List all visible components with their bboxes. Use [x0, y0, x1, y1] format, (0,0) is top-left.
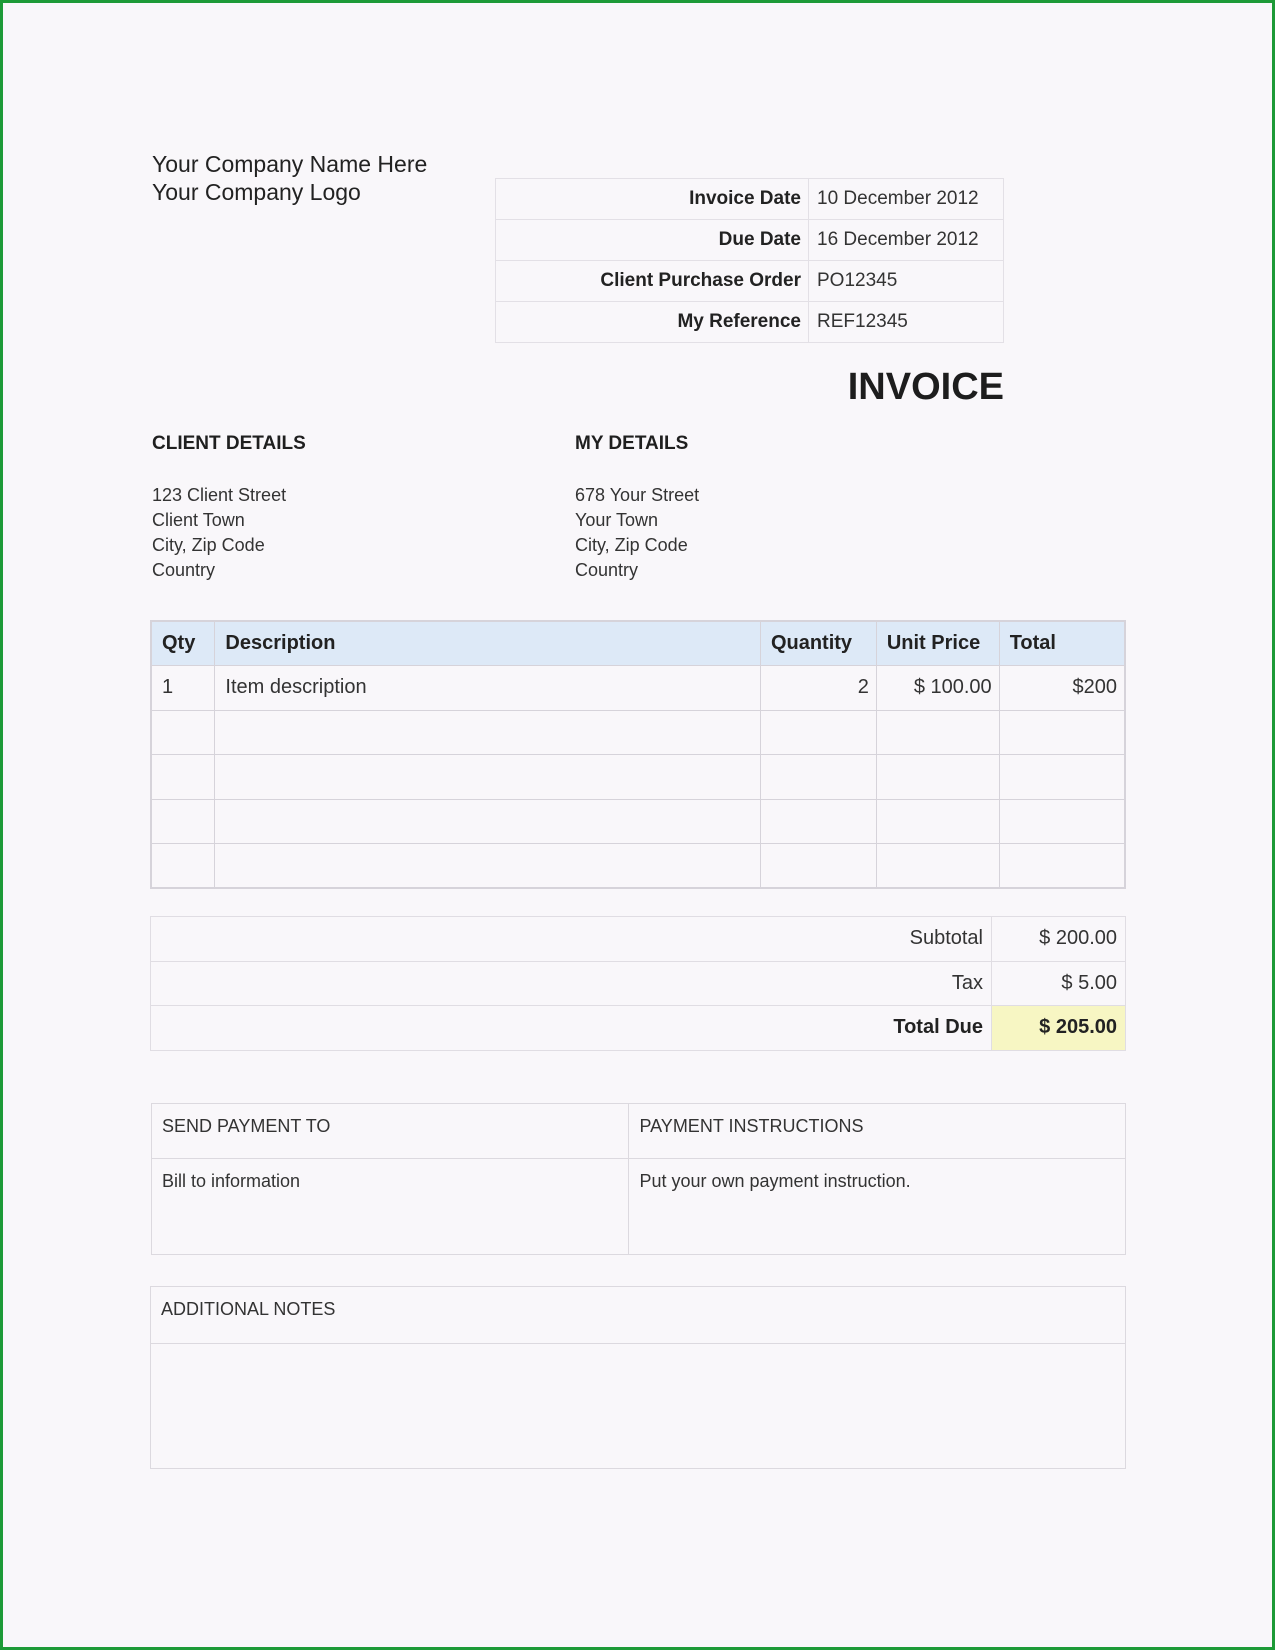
payment-instructions-text: Put your own payment instruction.	[629, 1159, 1126, 1255]
client-address-line: 123 Client Street	[152, 485, 287, 505]
cell-total	[999, 799, 1125, 844]
cell-quantity: 2	[760, 666, 876, 711]
meta-label: My Reference	[496, 302, 809, 343]
send-payment-text: Bill to information	[152, 1159, 629, 1255]
meta-label: Invoice Date	[496, 179, 809, 220]
table-row	[151, 844, 1125, 889]
cell-quantity	[760, 799, 876, 844]
meta-value: 10 December 2012	[809, 179, 1004, 220]
subtotal-row	[151, 917, 1126, 962]
cell-qty	[151, 710, 215, 755]
client-details	[152, 433, 306, 583]
cell-total	[999, 710, 1125, 755]
meta-value: PO12345	[809, 261, 1004, 302]
tax-label: Tax	[151, 961, 992, 1006]
column-header-description: Description	[215, 621, 761, 666]
subtotal-label: Subtotal	[151, 917, 992, 962]
cell-quantity	[760, 710, 876, 755]
payment-table	[151, 1103, 1126, 1255]
cell-qty	[151, 799, 215, 844]
cell-description	[215, 755, 761, 800]
cell-quantity	[760, 755, 876, 800]
column-header-total: Total	[999, 621, 1125, 666]
table-row	[151, 799, 1125, 844]
table-row	[151, 755, 1125, 800]
invoice-title: INVOICE	[847, 366, 1004, 408]
client-address-line: Country	[152, 560, 216, 580]
meta-value: 16 December 2012	[809, 220, 1004, 261]
my-address-line: City, Zip Code	[575, 535, 688, 555]
cell-unit-price	[876, 844, 999, 889]
company-name: Your Company Name Here	[152, 151, 428, 177]
total-due-value: $ 205.00	[992, 1006, 1126, 1051]
cell-unit-price	[876, 710, 999, 755]
column-header-qty: Qty	[151, 621, 215, 666]
cell-qty	[151, 755, 215, 800]
meta-value: REF12345	[809, 302, 1004, 343]
cell-total	[999, 755, 1125, 800]
client-address-line: Client Town	[152, 510, 245, 530]
company-logo: Your Company Logo	[152, 179, 361, 205]
total-due-row	[151, 1006, 1126, 1051]
payment-instructions-heading: PAYMENT INSTRUCTIONS	[629, 1104, 1126, 1159]
cell-description	[215, 799, 761, 844]
table-header-row	[151, 621, 1125, 666]
client-address-line: City, Zip Code	[152, 535, 265, 555]
my-address-line: Country	[575, 560, 639, 580]
payment-body-row	[152, 1159, 1126, 1255]
cell-description	[215, 710, 761, 755]
cell-description	[215, 844, 761, 889]
cell-qty	[151, 844, 215, 889]
my-address-line: Your Town	[575, 510, 659, 530]
client-details-heading: CLIENT DETAILS	[152, 433, 306, 454]
meta-label: Client Purchase Order	[496, 261, 809, 302]
tax-value: $ 5.00	[992, 961, 1126, 1006]
meta-row	[496, 220, 1004, 261]
subtotal-value: $ 200.00	[992, 917, 1126, 962]
additional-notes	[150, 1286, 1126, 1469]
column-header-quantity: Quantity	[760, 621, 876, 666]
meta-row	[496, 302, 1004, 343]
payment-header-row	[152, 1104, 1126, 1159]
tax-row	[151, 961, 1126, 1006]
cell-unit-price	[876, 755, 999, 800]
cell-total	[999, 844, 1125, 889]
column-header-unit-price: Unit Price	[876, 621, 999, 666]
my-details-heading: MY DETAILS	[575, 433, 689, 454]
cell-total: $200	[999, 666, 1125, 711]
cell-unit-price	[876, 799, 999, 844]
total-due-label: Total Due	[151, 1006, 992, 1051]
my-details	[575, 433, 699, 583]
meta-row	[496, 261, 1004, 302]
totals-table	[150, 916, 1126, 1051]
cell-quantity	[760, 844, 876, 889]
meta-row	[496, 179, 1004, 220]
additional-notes-heading: ADDITIONAL NOTES	[151, 1287, 1125, 1344]
table-row	[151, 710, 1125, 755]
cell-unit-price: $ 100.00	[876, 666, 999, 711]
company-block	[152, 150, 427, 206]
invoice-meta-table	[495, 178, 1004, 343]
my-address-line: 678 Your Street	[575, 485, 700, 505]
meta-label: Due Date	[496, 220, 809, 261]
cell-qty: 1	[151, 666, 215, 711]
table-row	[151, 666, 1125, 711]
send-payment-heading: SEND PAYMENT TO	[152, 1104, 629, 1159]
cell-description: Item description	[215, 666, 761, 711]
line-items-table	[150, 620, 1126, 889]
